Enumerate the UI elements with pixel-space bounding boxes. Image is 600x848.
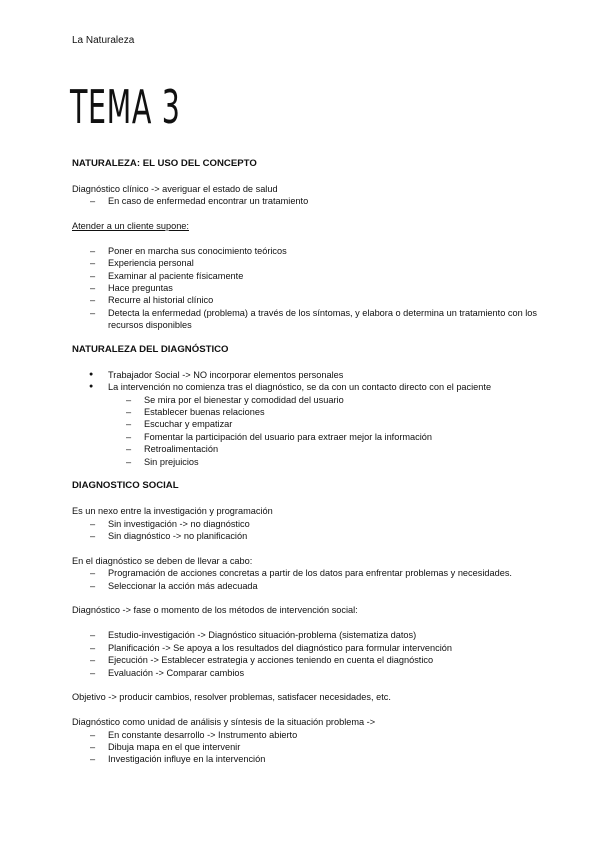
nested-dash-list (72, 394, 552, 468)
list-item: – Evaluación -> Comparar cambios (72, 667, 552, 679)
list-item: – Establecer buenas relaciones (72, 406, 552, 418)
list-item: – Dibuja mapa en el que intervenir (72, 741, 552, 753)
list-item: – Poner en marcha sus conocimiento teóricos (72, 245, 552, 257)
section-heading-diagnostico-social: DIAGNOSTICO SOCIAL (72, 480, 179, 492)
list-item: – Sin prejuicios (72, 456, 552, 468)
page-title: TEMA 3 (70, 80, 181, 134)
dash-list (72, 195, 552, 207)
section-heading-naturaleza-diagnostico: NATURALEZA DEL DIAGNÓSTICO (72, 344, 229, 356)
list-item: – Detecta la enfermedad (problema) a través de los síntomas, y elabora o determina un tratamiento con los recursos disponibles (72, 307, 552, 332)
list-item: – Estudio-investigación -> Diagnóstico situación-problema (sistematiza datos) (72, 629, 552, 641)
list-item: – Hace preguntas (72, 282, 552, 294)
list-item: ● Trabajador Social -> NO incorporar elementos personales (72, 369, 552, 381)
dash-list (72, 567, 552, 592)
list-item: – Experiencia personal (72, 257, 552, 269)
list-item: – Investigación influye en la intervención (72, 753, 552, 765)
list-item: – Programación de acciones concretas a partir de los datos para enfrentar problemas y necesidades. (72, 567, 552, 579)
list-item: – Examinar al paciente físicamente (72, 270, 552, 282)
dash-list (72, 629, 552, 679)
list-item: – Fomentar la participación del usuario para extraer mejor la información (72, 431, 552, 443)
dash-list (72, 729, 552, 766)
paragraph: Es un nexo entre la investigación y programación (72, 506, 273, 517)
list-item: – Planificación -> Se apoya a los resultados del diagnóstico para formular intervención (72, 642, 552, 654)
section-heading-concepto: NATURALEZA: EL USO DEL CONCEPTO (72, 158, 257, 169)
list-item: – Se mira por el bienestar y comodidad del usuario (72, 394, 552, 406)
list-item: – En caso de enfermedad encontrar un tratamiento (72, 195, 552, 207)
paragraph: Diagnóstico clínico -> averiguar el estado de salud (72, 183, 278, 194)
paragraph: Diagnóstico como unidad de análisis y síntesis de la situación problema -> (72, 717, 376, 728)
list-item: – Seleccionar la acción más adecuada (72, 580, 552, 592)
list-item: ● La intervención no comienza tras el diagnóstico, se da con un contacto directo con el paciente (72, 381, 552, 393)
paragraph: Objetivo -> producir cambios, resolver problemas, satisfacer necesidades, etc. (72, 692, 391, 703)
paragraph: En el diagnóstico se deben de llevar a cabo: (72, 555, 253, 566)
list-item: – Sin diagnóstico -> no planificación (72, 530, 552, 542)
list-item: – Escuchar y empatizar (72, 418, 552, 430)
page-header: La Naturaleza (72, 35, 135, 46)
underlined-subheading: Atender a un cliente supone: (72, 221, 189, 231)
dash-list (72, 245, 552, 332)
bullet-list (72, 369, 552, 394)
paragraph: Diagnóstico -> fase o momento de los métodos de intervención social: (72, 605, 358, 616)
document-content (72, 158, 552, 766)
list-item: – En constante desarrollo -> Instrumento abierto (72, 729, 552, 741)
dash-list (72, 518, 552, 543)
list-item: – Sin investigación -> no diagnóstico (72, 518, 552, 530)
list-item: – Recurre al historial clínico (72, 294, 552, 306)
list-item: – Retroalimentación (72, 443, 552, 455)
list-item: – Ejecución -> Establecer estrategia y acciones teniendo en cuenta el diagnóstico (72, 654, 552, 666)
